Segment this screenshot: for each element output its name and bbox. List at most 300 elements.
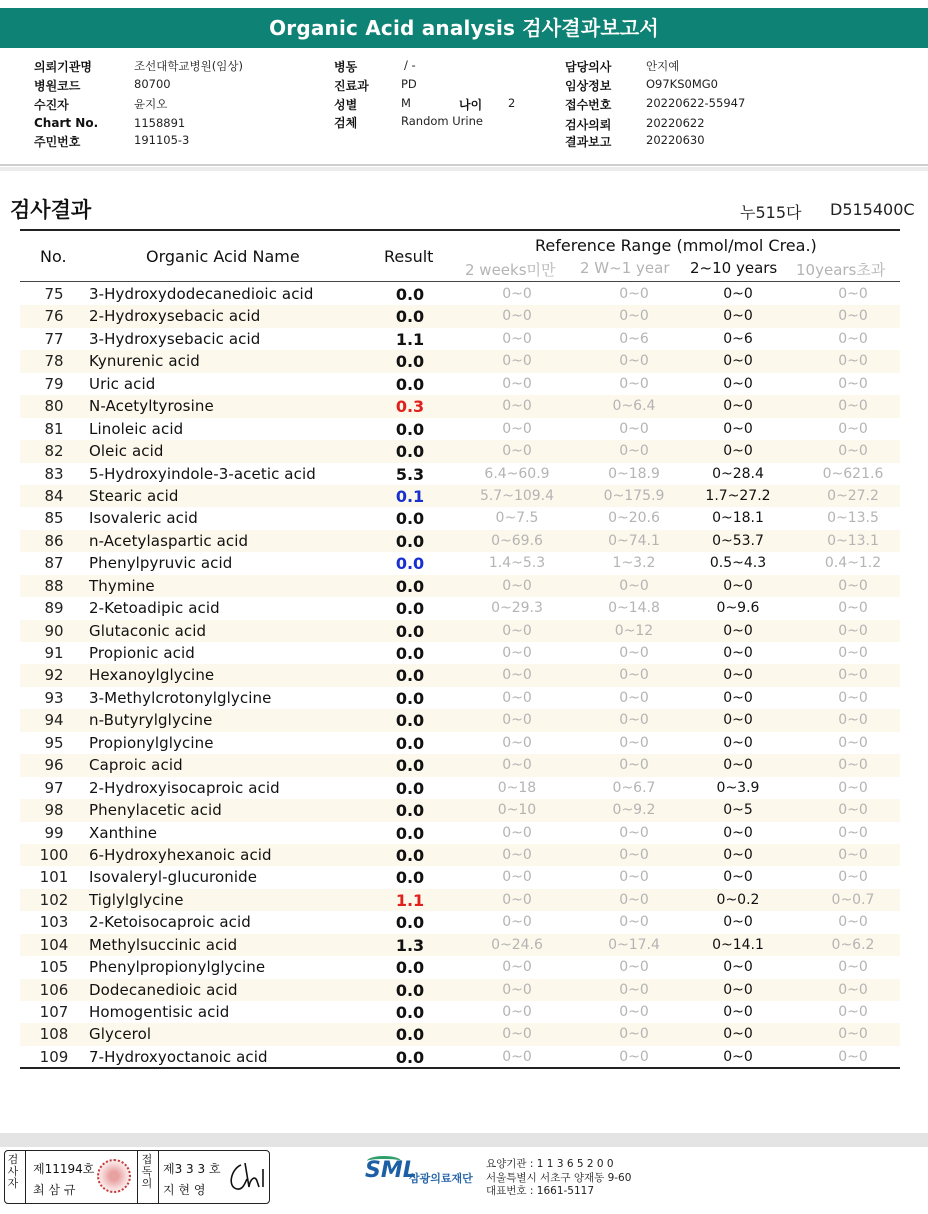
ref-under-2-weeks: 1.4~5.3 xyxy=(488,555,546,572)
ref-2w-1y: 0~0 xyxy=(619,353,649,370)
result-value: 0.0 xyxy=(395,778,425,798)
ref-2-10y: 0~53.7 xyxy=(712,532,764,549)
ref-over-10y: 0~0 xyxy=(838,824,868,841)
handwritten-signature-icon xyxy=(223,1157,267,1197)
ref-2w-1y: 0~0 xyxy=(619,375,649,392)
ref-over-10y: 0~0 xyxy=(838,286,868,302)
clinical-info-label: 임상정보 xyxy=(565,79,612,93)
row-number: 99 xyxy=(44,823,64,842)
row-number: 104 xyxy=(39,935,69,954)
ref-2-10y: 0~0.2 xyxy=(716,891,760,908)
table-row xyxy=(20,822,900,844)
footer-divider xyxy=(0,1133,928,1147)
sig-divider xyxy=(158,1151,159,1203)
table-row xyxy=(20,1023,900,1045)
dept-label: 진료과 xyxy=(334,79,369,93)
hospital-code-label: 병원코드 xyxy=(34,79,81,93)
result-value: 0.0 xyxy=(395,666,425,686)
table-row xyxy=(20,799,900,821)
ref-col-2w-1y: 2 W~1 year xyxy=(580,259,670,277)
table-row xyxy=(20,373,900,395)
resident-id-value: 191105-3 xyxy=(134,133,190,147)
ref-2-10y: 0~0 xyxy=(723,1048,753,1065)
ref-2-10y: 0~9.6 xyxy=(716,600,760,617)
ref-over-10y: 0~0 xyxy=(838,353,868,370)
patient-value: 윤지오 xyxy=(134,97,168,111)
doctor-value: 안지예 xyxy=(646,59,680,73)
ref-2w-1y: 0~0 xyxy=(619,869,649,886)
ref-under-2-weeks: 0~0 xyxy=(502,689,532,706)
table-row xyxy=(20,934,900,956)
table-row xyxy=(20,777,900,799)
ref-2w-1y: 0~0 xyxy=(619,712,649,729)
ref-2w-1y: 0~9.2 xyxy=(612,802,656,819)
ref-under-2-weeks: 0~29.3 xyxy=(491,600,543,617)
ref-2w-1y: 0~0 xyxy=(619,308,649,325)
result-value: 1.1 xyxy=(395,890,425,910)
result-value: 0.0 xyxy=(395,913,425,933)
ref-2w-1y: 0~17.4 xyxy=(608,936,660,953)
inspector-role-text: 검사자 xyxy=(7,1153,19,1190)
ref-under-2-weeks: 0~10 xyxy=(497,802,537,819)
row-number: 87 xyxy=(44,554,64,573)
ref-over-10y: 0~0 xyxy=(838,1048,868,1065)
chart-no-label: Chart No. xyxy=(34,116,99,130)
table-row xyxy=(20,418,900,440)
ref-2w-1y: 1~3.2 xyxy=(612,555,656,572)
ref-over-10y: 0~13.5 xyxy=(827,510,879,527)
table-row xyxy=(20,552,900,574)
ref-under-2-weeks: 0~0 xyxy=(502,330,532,347)
receipt-label: 접수번호 xyxy=(565,98,612,112)
ref-under-2-weeks: 0~0 xyxy=(502,353,532,370)
test-code: 누515다 xyxy=(740,203,802,222)
ref-2-10y: 0~0 xyxy=(723,914,753,931)
ref-2-10y: 0~0 xyxy=(723,645,753,661)
ref-2-10y: 0~0 xyxy=(723,1026,753,1043)
table-row xyxy=(20,597,900,619)
ref-over-10y: 0~0 xyxy=(838,734,868,751)
ref-2-10y: 0~0 xyxy=(723,420,753,437)
ref-2-10y: 0~0 xyxy=(723,824,753,841)
reader-license: 제3 3 3 호 xyxy=(163,1162,221,1176)
ref-over-10y: 0~0 xyxy=(838,846,868,863)
ref-under-2-weeks: 0~0 xyxy=(502,734,532,751)
ref-over-10y: 0~0 xyxy=(838,600,868,617)
ref-2w-1y: 0~12 xyxy=(614,622,654,639)
ref-2-10y: 0~0 xyxy=(723,689,753,706)
ref-under-2-weeks: 0~0 xyxy=(502,375,532,392)
acid-name: Phenylpyruvic acid xyxy=(89,554,233,573)
result-value: 0.0 xyxy=(395,980,425,1000)
table-row xyxy=(20,440,900,462)
specimen-value: Random Urine xyxy=(401,114,483,128)
test-id: D515400C xyxy=(830,200,915,219)
ref-2-10y: 0~0 xyxy=(723,869,753,886)
result-value: 0.0 xyxy=(395,442,425,462)
ref-over-10y: 0~0 xyxy=(838,420,868,437)
reader-role-text: 접독의 xyxy=(141,1153,153,1190)
result-value: 0.0 xyxy=(395,868,425,888)
ref-2w-1y: 0~0 xyxy=(619,959,649,976)
result-value: 0.0 xyxy=(395,733,425,753)
acid-name: Linoleic acid xyxy=(89,419,184,438)
result-value: 0.0 xyxy=(395,823,425,843)
result-value: 0.0 xyxy=(395,554,425,574)
ref-under-2-weeks: 0~0 xyxy=(502,914,532,931)
inspector-license: 제11194호 xyxy=(33,1162,95,1176)
acid-name: Isovaleryl-glucuronide xyxy=(89,868,258,887)
result-value: 0.1 xyxy=(395,486,425,506)
row-number: 106 xyxy=(39,980,69,999)
acid-name: Isovaleric acid xyxy=(89,509,198,528)
row-number: 105 xyxy=(39,958,69,977)
table-row xyxy=(20,911,900,933)
ref-under-2-weeks: 0~0 xyxy=(502,286,532,302)
ref-under-2-weeks: 5.7~109.4 xyxy=(479,487,555,504)
acid-name: Thymine xyxy=(89,576,155,595)
table-row xyxy=(20,687,900,709)
ref-2w-1y: 0~0 xyxy=(619,1026,649,1043)
ref-2-10y: 0~5 xyxy=(723,802,753,819)
row-number: 89 xyxy=(44,599,64,618)
ref-2w-1y: 0~20.6 xyxy=(608,510,660,527)
result-value: 5.3 xyxy=(395,464,425,484)
row-number: 97 xyxy=(44,778,64,797)
result-value: 0.0 xyxy=(395,801,425,821)
patient-info-block xyxy=(0,58,928,158)
institution-value: 조선대학교병원(임상) xyxy=(134,59,243,73)
reader-name: 지 현 영 xyxy=(163,1183,206,1197)
ref-over-10y: 0~0 xyxy=(838,645,868,661)
table-bottom-rule xyxy=(20,1067,900,1069)
signature-box xyxy=(4,1150,270,1204)
row-number: 103 xyxy=(39,913,69,932)
ref-2w-1y: 0~0 xyxy=(619,824,649,841)
reader-role xyxy=(141,1154,155,1190)
seal-stamp-icon xyxy=(97,1159,131,1193)
acid-name: n-Acetylaspartic acid xyxy=(89,531,249,550)
ref-2w-1y: 0~0 xyxy=(619,689,649,706)
acid-name: Kynurenic acid xyxy=(89,352,200,371)
ref-over-10y: 0~0 xyxy=(838,779,868,796)
acid-name: 3-Hydroxydodecanedioic acid xyxy=(89,285,314,303)
row-number: 94 xyxy=(44,711,64,730)
sig-divider xyxy=(25,1151,26,1203)
acid-name: n-Butyrylglycine xyxy=(89,711,213,730)
table-row xyxy=(20,642,900,664)
ref-col-under-2-weeks: 2 weeks미만 xyxy=(465,261,556,279)
acid-name: Phenylpropionylglycine xyxy=(89,958,266,977)
result-value: 0.0 xyxy=(395,644,425,663)
acid-name: 5-Hydroxyindole-3-acetic acid xyxy=(89,464,316,483)
logo-text: SML xyxy=(365,1158,417,1183)
table-row xyxy=(20,328,900,350)
report-date-value: 20220630 xyxy=(646,133,705,147)
table-row xyxy=(20,1046,900,1068)
row-number: 83 xyxy=(44,464,64,483)
sig-divider xyxy=(137,1151,138,1203)
table-header-rule xyxy=(20,281,900,282)
row-number: 78 xyxy=(44,352,64,371)
resident-id-label: 주민번호 xyxy=(34,135,81,149)
sml-logo xyxy=(365,1158,485,1198)
result-value: 0.0 xyxy=(395,1047,425,1067)
ref-2-10y: 1.7~27.2 xyxy=(705,487,771,504)
acid-name: N-Acetyltyrosine xyxy=(89,397,214,416)
ref-under-2-weeks: 0~0 xyxy=(502,443,532,460)
ref-over-10y: 0~0 xyxy=(838,959,868,976)
ward-label: 병동 xyxy=(334,60,358,74)
section-title: 검사결과 xyxy=(10,198,92,222)
ref-2-10y: 0~0 xyxy=(723,353,753,370)
row-number: 96 xyxy=(44,756,64,775)
acid-name: Xanthine xyxy=(89,823,158,842)
result-value: 1.1 xyxy=(395,329,425,349)
acid-name: Caproic acid xyxy=(89,756,183,775)
ref-2w-1y: 0~0 xyxy=(619,1048,649,1065)
acid-name: Glutaconic acid xyxy=(89,621,207,640)
ref-2-10y: 0~14.1 xyxy=(712,936,764,953)
table-row xyxy=(20,664,900,686)
table-row xyxy=(20,889,900,911)
result-value: 0.0 xyxy=(395,958,425,978)
ref-2w-1y: 0~0 xyxy=(619,891,649,908)
acid-name: 7-Hydroxyoctanoic acid xyxy=(89,1047,268,1066)
acid-name: Oleic acid xyxy=(89,442,164,461)
ref-over-10y: 0~0 xyxy=(838,712,868,729)
table-row xyxy=(20,732,900,754)
ref-2-10y: 0.5~4.3 xyxy=(709,555,767,572)
inspector-name: 최 삼 규 xyxy=(33,1183,76,1197)
row-number: 77 xyxy=(44,329,64,348)
ref-under-2-weeks: 0~69.6 xyxy=(491,532,543,549)
report-title: Organic Acid analysis 검사결과보고서 xyxy=(0,8,928,48)
table-row xyxy=(20,709,900,731)
ref-2-10y: 0~28.4 xyxy=(712,465,764,482)
col-result-header: Result xyxy=(384,247,434,266)
ref-2-10y: 0~0 xyxy=(723,846,753,863)
institution-label: 의뢰기관명 xyxy=(34,60,92,74)
acid-name: Phenylacetic acid xyxy=(89,801,222,820)
row-number: 91 xyxy=(44,644,64,662)
ref-under-2-weeks: 0~0 xyxy=(502,981,532,998)
ref-2-10y: 0~18.1 xyxy=(712,510,764,527)
acid-name: Glycerol xyxy=(89,1025,152,1044)
result-value: 0.0 xyxy=(395,599,425,619)
inspector-role xyxy=(7,1154,21,1190)
table-row xyxy=(20,1001,900,1023)
ref-over-10y: 0~27.2 xyxy=(827,487,879,504)
ref-2w-1y: 0~0 xyxy=(619,577,649,594)
row-number: 93 xyxy=(44,688,64,707)
ref-2-10y: 0~0 xyxy=(723,375,753,392)
ref-2-10y: 0~0 xyxy=(723,286,753,302)
ref-over-10y: 0~0 xyxy=(838,1026,868,1043)
ref-2w-1y: 0~74.1 xyxy=(608,532,660,549)
ref-under-2-weeks: 0~0 xyxy=(502,577,532,594)
receipt-value: 20220622-55947 xyxy=(646,96,746,110)
table-row xyxy=(20,866,900,888)
sex-value: M xyxy=(401,96,411,110)
ref-over-10y: 0~0 xyxy=(838,308,868,325)
acid-name: 3-Hydroxysebacic acid xyxy=(89,329,261,348)
ref-2-10y: 0~0 xyxy=(723,308,753,325)
ref-2w-1y: 0~0 xyxy=(619,667,649,684)
result-value: 0.0 xyxy=(395,419,425,439)
results-table-body xyxy=(20,283,900,1068)
result-value: 0.0 xyxy=(395,688,425,708)
table-top-rule xyxy=(20,229,900,231)
row-number: 82 xyxy=(44,442,64,461)
ref-2w-1y: 0~14.8 xyxy=(608,600,660,617)
ref-under-2-weeks: 0~18 xyxy=(497,779,537,796)
table-row xyxy=(20,283,900,305)
sex-label: 성별 xyxy=(334,98,358,112)
result-value: 0.3 xyxy=(395,397,425,417)
acid-name: 2-Hydroxyisocaproic acid xyxy=(89,778,280,797)
ref-over-10y: 0~0 xyxy=(838,330,868,347)
ref-under-2-weeks: 0~0 xyxy=(502,846,532,863)
ref-over-10y: 0~621.6 xyxy=(822,465,884,482)
ref-under-2-weeks: 0~0 xyxy=(502,622,532,639)
ref-2w-1y: 0~175.9 xyxy=(603,487,665,504)
row-number: 75 xyxy=(44,285,64,303)
ref-2w-1y: 0~6.7 xyxy=(612,779,656,796)
result-value: 0.0 xyxy=(395,1003,425,1022)
lab-organization-name: 삼광의료재단 xyxy=(409,1172,473,1185)
ref-under-2-weeks: 0~0 xyxy=(502,645,532,661)
ref-over-10y: 0~0 xyxy=(838,443,868,460)
result-value: 0.0 xyxy=(395,285,425,304)
result-value: 0.0 xyxy=(395,711,425,731)
ref-under-2-weeks: 0~0 xyxy=(502,869,532,886)
table-row xyxy=(20,305,900,327)
ref-under-2-weeks: 0~7.5 xyxy=(495,510,539,527)
ref-2w-1y: 0~6 xyxy=(619,330,649,347)
ref-2-10y: 0~0 xyxy=(723,1004,753,1020)
ward-value: / - xyxy=(404,58,416,72)
report-date-label: 결과보고 xyxy=(565,135,612,149)
ref-over-10y: 0~0 xyxy=(838,667,868,684)
table-row xyxy=(20,754,900,776)
ref-over-10y: 0~0 xyxy=(838,981,868,998)
table-row xyxy=(20,844,900,866)
row-number: 76 xyxy=(44,307,64,326)
ref-over-10y: 0~0 xyxy=(838,1004,868,1020)
row-number: 95 xyxy=(44,733,64,752)
ref-2-10y: 0~0 xyxy=(723,398,753,415)
result-value: 0.0 xyxy=(395,621,425,641)
ref-2-10y: 0~0 xyxy=(723,959,753,976)
ref-over-10y: 0~0 xyxy=(838,869,868,886)
ref-2w-1y: 0~6.4 xyxy=(612,398,656,415)
acid-name: Stearic acid xyxy=(89,486,179,505)
ref-under-2-weeks: 0~0 xyxy=(502,420,532,437)
ref-over-10y: 0~0 xyxy=(838,398,868,415)
table-row xyxy=(20,575,900,597)
row-number: 81 xyxy=(44,419,64,438)
row-number: 100 xyxy=(39,845,69,864)
ref-over-10y: 0~0 xyxy=(838,802,868,819)
ref-under-2-weeks: 0~0 xyxy=(502,308,532,325)
table-row xyxy=(20,979,900,1001)
row-number: 108 xyxy=(39,1025,69,1044)
table-row xyxy=(20,485,900,507)
ref-2-10y: 0~0 xyxy=(723,577,753,594)
ref-2-10y: 0~0 xyxy=(723,667,753,684)
ref-over-10y: 0~0 xyxy=(838,375,868,392)
ref-2w-1y: 0~0 xyxy=(619,846,649,863)
acid-name: 2-Hydroxysebacic acid xyxy=(89,307,261,326)
result-value: 0.0 xyxy=(395,576,425,596)
ref-over-10y: 0~13.1 xyxy=(827,532,879,549)
row-number: 102 xyxy=(39,890,69,909)
ref-2-10y: 0~0 xyxy=(723,443,753,460)
result-value: 0.0 xyxy=(395,756,425,776)
ref-2-10y: 0~0 xyxy=(723,712,753,729)
ref-under-2-weeks: 0~0 xyxy=(502,1026,532,1043)
table-row xyxy=(20,620,900,642)
institution-code: 요양기관 : 1 1 3 6 5 2 0 0 xyxy=(486,1158,614,1170)
col-name-header: Organic Acid Name xyxy=(146,247,300,266)
col-reference-header: Reference Range (mmol/mol Crea.) xyxy=(535,236,817,255)
ref-under-2-weeks: 0~0 xyxy=(502,824,532,841)
ref-2w-1y: 0~0 xyxy=(619,1004,649,1020)
acid-name: 6-Hydroxyhexanoic acid xyxy=(89,845,272,864)
age-value: 2 xyxy=(508,96,516,110)
ref-over-10y: 0~0.7 xyxy=(831,891,875,908)
ref-2w-1y: 0~0 xyxy=(619,914,649,931)
ref-over-10y: 0~0 xyxy=(838,914,868,931)
request-date-value: 20220622 xyxy=(646,116,705,130)
ref-2-10y: 0~3.9 xyxy=(716,779,760,796)
row-number: 86 xyxy=(44,531,64,550)
ref-under-2-weeks: 0~0 xyxy=(502,1048,532,1065)
acid-name: Uric acid xyxy=(89,374,156,393)
table-row xyxy=(20,507,900,529)
ref-over-10y: 0~6.2 xyxy=(831,936,875,953)
result-value: 0.0 xyxy=(395,509,425,529)
acid-name: Tiglylglycine xyxy=(89,890,184,909)
result-value: 1.3 xyxy=(395,935,425,955)
row-number: 109 xyxy=(39,1047,69,1066)
table-row xyxy=(20,350,900,372)
row-number: 80 xyxy=(44,397,64,416)
ref-under-2-weeks: 0~24.6 xyxy=(491,936,543,953)
row-number: 98 xyxy=(44,801,64,820)
table-row xyxy=(20,956,900,978)
lab-address: 서울특별시 서초구 양재동 9-60 xyxy=(486,1171,632,1184)
acid-name: Propionylglycine xyxy=(89,733,214,752)
ref-over-10y: 0.4~1.2 xyxy=(824,555,882,572)
chart-no-value: 1158891 xyxy=(134,116,186,130)
ref-2w-1y: 0~0 xyxy=(619,286,649,302)
acid-name: 3-Methylcrotonylglycine xyxy=(89,688,272,707)
table-row xyxy=(20,463,900,485)
row-number: 107 xyxy=(39,1003,69,1021)
result-value: 0.0 xyxy=(395,374,425,394)
row-number: 88 xyxy=(44,576,64,595)
age-label: 나이 xyxy=(459,98,483,112)
dept-value: PD xyxy=(401,77,417,91)
table-row xyxy=(20,530,900,552)
row-number: 90 xyxy=(44,621,64,640)
ref-under-2-weeks: 0~0 xyxy=(502,757,532,774)
row-number: 85 xyxy=(44,509,64,528)
result-value: 0.0 xyxy=(395,845,425,865)
ref-2w-1y: 0~18.9 xyxy=(608,465,660,482)
